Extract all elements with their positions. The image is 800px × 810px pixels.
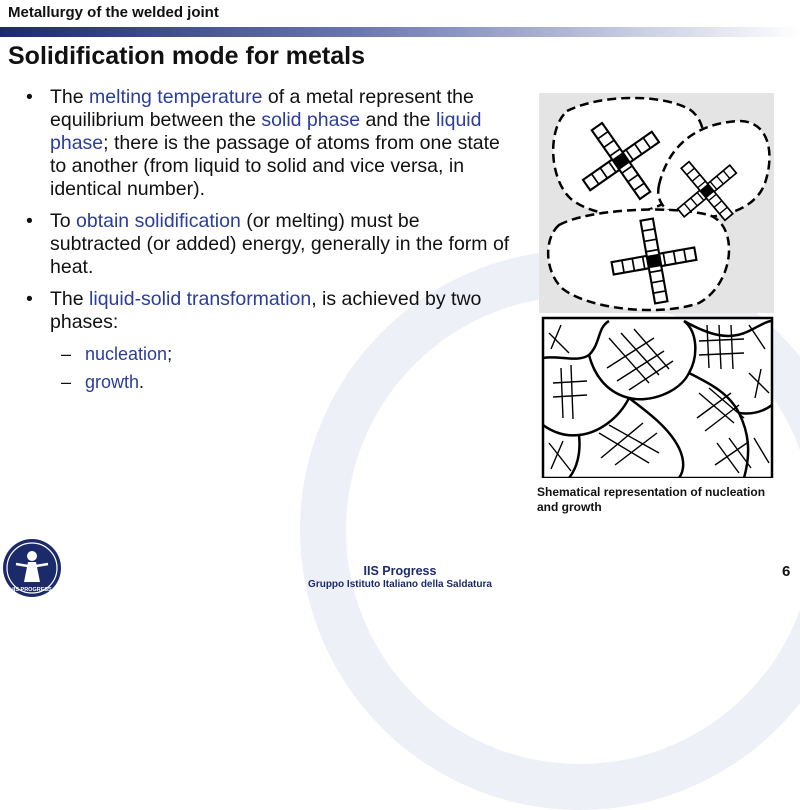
bullet-list <box>22 86 514 399</box>
bullet-dot: • <box>26 288 33 310</box>
sub-bullet-dash: – <box>61 372 72 392</box>
highlight-term: nucleation <box>85 344 168 364</box>
growth-panel <box>543 318 772 478</box>
bullet-text: The liquid-solid transformation, is achieved by two phases: <box>50 288 482 333</box>
sub-bullet-item: – growth. <box>61 372 145 392</box>
bullet-dot: • <box>26 210 33 232</box>
header-title: Metallurgy of the welded joint <box>8 4 219 21</box>
header-gradient-bar <box>0 27 800 37</box>
highlight-term: growth <box>85 372 140 392</box>
nucleation-panel <box>539 93 774 313</box>
highlight-term: melting temperature <box>89 86 263 108</box>
highlight-term: obtain solidification <box>76 210 241 232</box>
footer-organization <box>300 564 500 590</box>
logo-text: IIS PROGRESS <box>12 587 52 593</box>
bullet-item <box>22 210 514 279</box>
sub-bullet-dash: – <box>61 344 72 364</box>
highlight-term: liquid phase <box>50 109 482 154</box>
footer-org-name: IIS Progress <box>363 564 437 578</box>
bullet-item <box>22 288 514 334</box>
sub-bullet-item: – nucleation; <box>61 344 173 364</box>
footer-org-subtitle: Gruppo Istituto Italiano della Saldatura <box>308 579 492 590</box>
figure-caption: Shematical representation of nucleation and growth <box>537 485 766 514</box>
bullet-dot: • <box>26 86 33 108</box>
highlight-term: solid phase <box>261 109 361 131</box>
bullet-text: The melting temperature of a metal represent the equilibrium between the solid phase and the liquid phase; there is the passage of atoms from one state to another (from liquid to solid and vice versa, in identical number). <box>50 86 500 200</box>
bullet-item <box>22 86 514 201</box>
bullet-text: To obtain solidification (or melting) must be subtracted (or added) energy, generally in the form of heat. <box>50 210 510 278</box>
highlight-term: liquid-solid transformation <box>89 288 312 310</box>
page-number: 6 <box>782 563 791 580</box>
iis-progress-logo-icon <box>2 538 62 598</box>
slide-title: Solidification mode for metals <box>8 42 365 70</box>
solidification-figure <box>539 93 774 478</box>
